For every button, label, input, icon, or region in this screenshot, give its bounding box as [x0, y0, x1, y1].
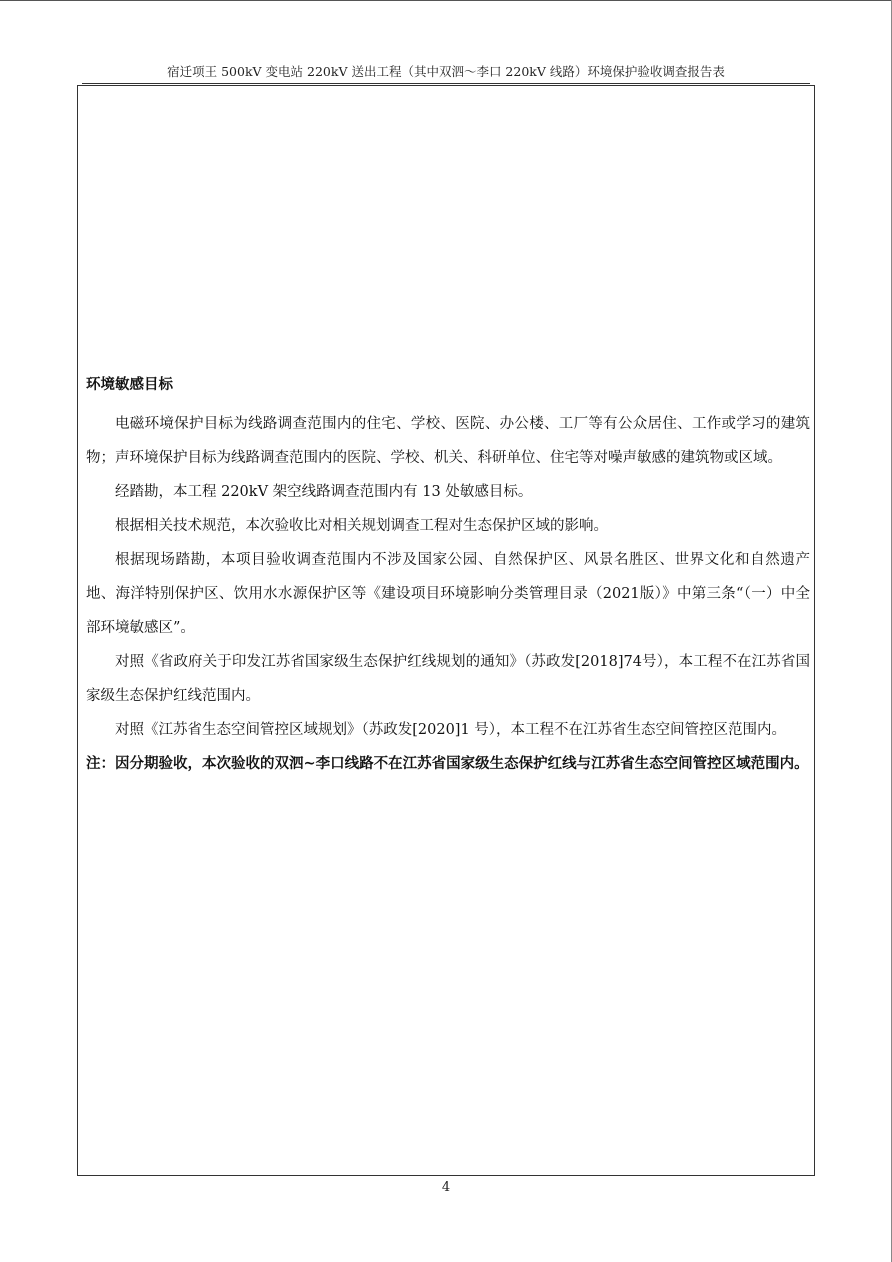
note-staged-acceptance: 注：因分期验收，本次验收的双泗~李口线路不在江苏省国家级生态保护红线与江苏省生态空间管控区域范围内。 — [86, 755, 809, 772]
page-top-border — [0, 0, 891, 1]
paragraph-ecological-space: 对照《江苏省生态空间管控区域规划》（苏政发[2020]1 号），本工程不在江苏省生态空间管控区范围内。 — [115, 722, 787, 738]
paragraph-technical-spec: 根据相关技术规范，本次验收比对相关规划调查工程对生态保护区域的影响。 — [115, 518, 608, 534]
section-environment-sensitive-targets — [86, 373, 810, 781]
paragraph-survey-result: 经踏勘，本工程 220kV 架空线路调查范围内有 13 处敏感目标。 — [115, 484, 533, 500]
page-number: 4 — [441, 1180, 451, 1195]
paragraph-red-line: 对照《省政府关于印发江苏省国家级生态保护红线规划的通知》（苏政发[2018]74号），本工程不在江苏省国家级生态保护红线范围内。 — [86, 654, 810, 704]
running-header: 宿迁项王 500kV 变电站 220kV 送出工程（其中双泗～李口 220kV 线路）环境保护验收调查报告表 — [167, 64, 725, 79]
paragraph-protection-targets: 电磁环境保护目标为线路调查范围内的住宅、学校、医院、办公楼、工厂等有公众居住、工作或学习的建筑物；声环境保护目标为线路调查范围内的医院、学校、机关、科研单位、住宅等对噪声敏感的建筑物或区域。 — [86, 416, 810, 466]
section-title: 环境敏感目标 — [86, 376, 173, 393]
paragraph-site-survey: 根据现场踏勘，本项目验收调查范围内不涉及国家公园、自然保护区、风景名胜区、世界文化和自然遗产地、海洋特别保护区、饮用水水源保护区等《建设项目环境影响分类管理目录（2021版）》中第三条“（一）中全部环境敏感区”。 — [86, 552, 810, 636]
header-rule — [82, 83, 810, 84]
